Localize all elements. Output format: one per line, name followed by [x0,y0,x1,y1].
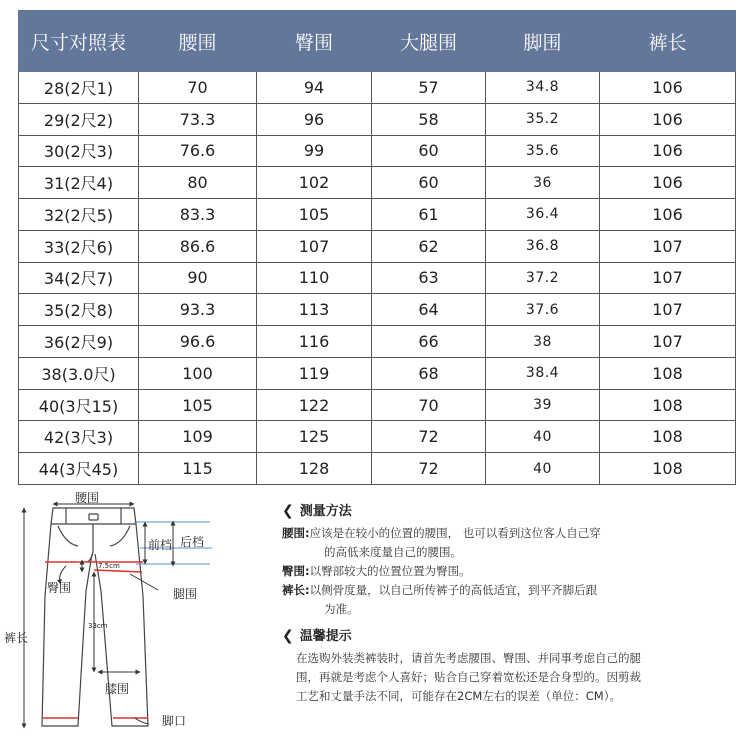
cell-ankle: 37.6 [486,294,600,326]
cell-waist: 93.3 [139,294,257,326]
cell-thigh: 68 [372,357,486,389]
cell-length: 108 [600,389,736,421]
table-row [19,103,736,135]
cell-length: 106 [600,103,736,135]
measure-method-title: ❮ 测量方法 [282,503,352,519]
cell-length: 107 [600,326,736,358]
cell-size: 30(2尺3) [19,135,139,167]
header-waist: 腰围 [139,11,257,72]
cell-hip: 116 [257,326,372,358]
cell-ankle: 37.2 [486,262,600,294]
chevron-left-icon: ❮ [282,628,294,644]
cell-ankle: 36.8 [486,230,600,262]
cell-thigh: 62 [372,230,486,262]
chevron-left-icon: ❮ [282,503,294,519]
trousers-diagram [0,486,275,750]
cell-thigh: 72 [372,453,486,485]
notes-panel: ❮ 测量方法 腰围:应该是在较小的位置的腰围， 也可以看到这位客人自己穿 的高低来度量自己的腰围。 臀围:以臀部较大的位置位置为臀围。 裤长:以侧骨度量，以自己所传裤子的高低适宜，到平齐脚后跟 为准。 ❮ 温馨提示 在选购外装类裤装时，请首先考虑腰围、臀围、并同事考虑自己的腿 围，再就是考虑个人喜好；贴合自己穿着宽松还是合身型的。因剪裁 工艺和丈量手法不同，可能存在2CM左右的误差（单位：CM）。 [282,502,737,706]
cell-hip: 119 [257,357,372,389]
cell-thigh: 60 [372,135,486,167]
trousers-outline [42,508,148,726]
cell-ankle: 38 [486,326,600,358]
cell-waist: 83.3 [139,199,257,231]
cell-size: 33(2尺6) [19,230,139,262]
cell-ankle: 39 [486,389,600,421]
cell-size: 28(2尺1) [19,72,139,104]
cell-ankle: 35.6 [486,135,600,167]
cell-hip: 99 [257,135,372,167]
table-row [19,135,736,167]
diagram-label-thigh: 腿围 [173,587,198,601]
cell-thigh: 66 [372,326,486,358]
diagram-label-ankle: 脚口 [162,714,187,728]
cell-length: 108 [600,421,736,453]
cell-length: 107 [600,230,736,262]
cell-size: 42(3尺3) [19,421,139,453]
cell-waist: 109 [139,421,257,453]
cell-length: 107 [600,294,736,326]
cell-waist: 76.6 [139,135,257,167]
cell-thigh: 72 [372,421,486,453]
cell-ankle: 36.4 [486,199,600,231]
cell-length: 106 [600,72,736,104]
table-row [19,421,736,453]
length-note: 裤长:以侧骨度量，以自己所传裤子的高低适宜，到平齐脚后跟 [282,583,598,597]
table-header-row [19,11,736,72]
cell-size: 38(3.0尺) [19,357,139,389]
table-row [19,167,736,199]
cell-thigh: 60 [372,167,486,199]
hip-note: 臀围:以臀部较大的位置位置为臀围。 [282,564,471,578]
header-ankle: 脚围 [486,11,600,72]
cell-ankle: 34.8 [486,72,600,104]
header-hip: 臀围 [257,11,372,72]
cell-size: 44(3尺45) [19,453,139,485]
diagram-label-waist: 腰围 [75,491,100,505]
table-body [19,72,736,485]
header-thigh: 大腿围 [372,11,486,72]
diagram-label-hip: 臀围 [47,581,72,595]
diagram-label-small-measure: 7.5cm [98,562,120,570]
tips-section: ❮ 温馨提示 在选购外装类裤装时，请首先考虑腰围、臀围、并同事考虑自己的腿 围，再就是考虑个人喜好；贴合自己穿着宽松还是合身型的。因剪裁 工艺和丈量手法不同，可能存在2CM左右的误差（单位：CM）。 [282,627,737,706]
table-row [19,326,736,358]
table-row [19,230,736,262]
diagram-label-length: 裤长 [4,631,29,645]
cell-length: 106 [600,167,736,199]
cell-size: 36(2尺9) [19,326,139,358]
header-length: 裤长 [600,11,736,72]
table-row [19,453,736,485]
cell-waist: 100 [139,357,257,389]
size-chart-table [18,10,736,485]
cell-hip: 113 [257,294,372,326]
cell-thigh: 70 [372,389,486,421]
cell-thigh: 63 [372,262,486,294]
table-row [19,199,736,231]
cell-waist: 115 [139,453,257,485]
cell-length: 106 [600,199,736,231]
cell-hip: 102 [257,167,372,199]
cell-ankle: 40 [486,453,600,485]
cell-hip: 105 [257,199,372,231]
cell-ankle: 36 [486,167,600,199]
cell-size: 31(2尺4) [19,167,139,199]
diagram-label-knee: 膝围 [105,682,130,696]
cell-ankle: 38.4 [486,357,600,389]
cell-waist: 96.6 [139,326,257,358]
cell-size: 29(2尺2) [19,103,139,135]
cell-length: 107 [600,262,736,294]
cell-waist: 73.3 [139,103,257,135]
cell-waist: 70 [139,72,257,104]
table-row [19,72,736,104]
waist-note: 腰围:应该是在较小的位置的腰围， 也可以看到这位客人自己穿 [282,526,601,540]
table-row [19,357,736,389]
cell-hip: 125 [257,421,372,453]
table-row [19,389,736,421]
cell-length: 108 [600,453,736,485]
cell-thigh: 57 [372,72,486,104]
table-row [19,262,736,294]
cell-hip: 94 [257,72,372,104]
cell-hip: 128 [257,453,372,485]
cell-size: 35(2尺8) [19,294,139,326]
cell-length: 106 [600,135,736,167]
cell-hip: 107 [257,230,372,262]
cell-size: 40(3尺15) [19,389,139,421]
diagram-label-back-rise: 后档 [180,535,205,549]
cell-waist: 80 [139,167,257,199]
cell-ankle: 35.2 [486,103,600,135]
cell-ankle: 40 [486,421,600,453]
cell-thigh: 58 [372,103,486,135]
cell-length: 108 [600,357,736,389]
cell-thigh: 61 [372,199,486,231]
cell-waist: 90 [139,262,257,294]
cell-waist: 105 [139,389,257,421]
cell-waist: 86.6 [139,230,257,262]
cell-size: 34(2尺7) [19,262,139,294]
cell-size: 32(2尺5) [19,199,139,231]
table-row [19,294,736,326]
diagram-label-front-rise: 前档 [148,538,173,552]
cell-hip: 122 [257,389,372,421]
tips-title: ❮ 温馨提示 [282,628,352,644]
header-size: 尺寸对照表 [19,11,139,72]
cell-hip: 96 [257,103,372,135]
cell-hip: 110 [257,262,372,294]
cell-thigh: 64 [372,294,486,326]
diagram-label-knee-measure: 33cm [88,622,108,630]
